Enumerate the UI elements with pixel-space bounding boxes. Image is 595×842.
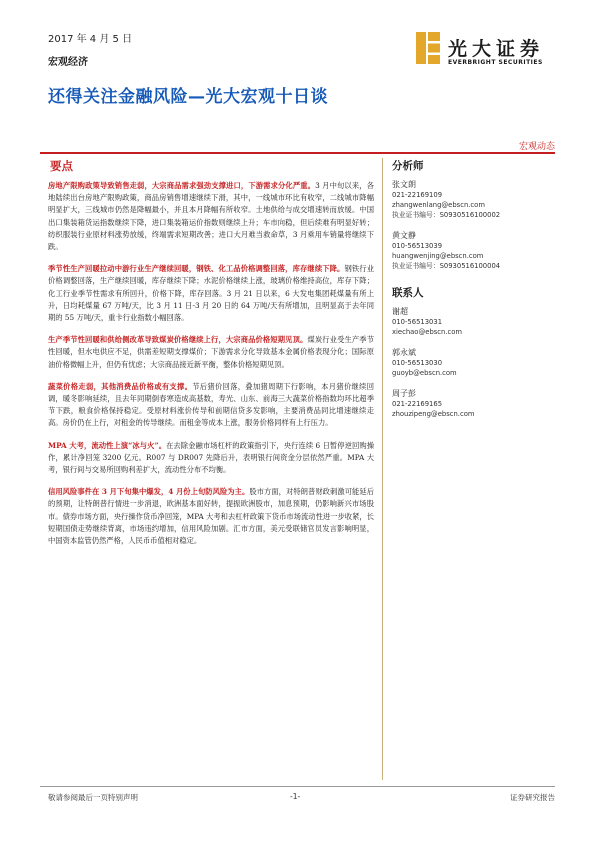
header-divider (40, 152, 555, 154)
key-point-paragraph (48, 180, 374, 253)
contact-email[interactable]: xiechao@ebscn.com (392, 328, 463, 336)
contact-name: 谢超 (392, 307, 408, 316)
key-points-column (48, 158, 374, 557)
key-points-heading: 要点 (50, 159, 73, 173)
key-point-body: 3 月中旬以来，各地陆续出台房地产限购政策，商品房销售增速继续下滑，其中，一线城市环比有收窄，二线城市降幅明显扩大，三线城市仍然是降幅最小，并且本月降幅有所收窄。土地供给与成交增速转而放缓。中国出口集装箱货运指数继续下降，进口集装箱运价指数则继续上升；车市向稳，但后续难有明显好转；纺织服装行业原材料涨势放缓，终端需求短期改善；进口大月难当救命草，3 月乘用车销量将继续下跌。 (48, 181, 374, 252)
analyst-heading: 分析师 (392, 160, 424, 172)
section-tag: 宏观经济 (48, 57, 88, 68)
footer-report-label: 证券研究报告 (510, 793, 555, 802)
contact-card (392, 347, 562, 378)
page-title: 还得关注金融风险—光大宏观十日谈 (48, 87, 328, 107)
report-type-label: 宏观动态 (518, 142, 555, 152)
key-point-body: 股市方面，对特朗普财政刺激可能延后的预期，让特朗普行情进一步消退，欧洲基本面好转，提振欧洲股市，加息预期，仍影响新兴市场股市。债券市场方面，央行操作货币净回笼，MPA 大考和去杠杆政策下货币市场流动性进一步收紧，长短期国债走势继续背离，市场违约增加，信用风险加剧。汇市方面，美元受联储官员发言影响明显，中国资本监管仍然严格，人民币币值相对稳定。 (48, 487, 374, 546)
analyst-name: 张文朗 (392, 180, 416, 189)
key-point-paragraph (48, 440, 374, 477)
sidebar (392, 158, 562, 429)
key-point-body: 煤炭行业受生产季节性回暖，但水电供应不足，供需差短期支撑煤价；下游需求分化导致基本金属价格表现分化；国际原油价格微幅上升，但仍有忧虑；大宗商品接近新平衡，整体价格短期见顶。 (48, 335, 375, 369)
contact-phone: 010-56513031 (392, 318, 443, 326)
key-point-body: 在去除金融市场杠杆的政策指引下，央行连续 6 日暂停逆回购操作，累计净回笼 3200 亿元。R007 与 DR007 先降后升，表明银行间资金分层依然严重。MPA 大考，银行间与交易所回购利差扩大，流动性分布不均衡。 (48, 440, 375, 475)
analyst-phone: 021-22169109 (392, 191, 443, 199)
key-point-paragraph (48, 381, 374, 430)
analyst-email[interactable]: huangwenjing@ebscn.com (392, 252, 484, 260)
contact-email[interactable]: zhouzipeng@ebscn.com (392, 410, 475, 418)
key-point-lead: 蔬菜价格走弱，其他消费品价格或有支撑。 (48, 381, 193, 391)
column-divider (382, 158, 383, 780)
company-logo (416, 32, 556, 72)
key-point-lead: 生产季节性回暖和供给侧改革导致煤炭价格继续上行，大宗商品价格短期见顶。 (48, 335, 308, 345)
key-point-lead: 房地产限购政策导致销售走弱，大宗商品需求强劲支撑进口，下游需求分化严重。 (48, 181, 316, 190)
page-number: -1- (290, 792, 301, 801)
contact-card (392, 388, 562, 419)
key-point-lead: 信用风险事件在 3 月下旬集中爆发，4 月份上旬防风险为主。 (48, 487, 250, 497)
contact-email[interactable]: guoyb@ebscn.com (392, 369, 457, 377)
footer-divider (40, 786, 555, 787)
analyst-card (392, 230, 562, 271)
analyst-license: 执业证书编号：S0930516100002 (392, 211, 501, 219)
logo-mark-icon (416, 32, 440, 64)
contact-name: 郭永斌 (392, 348, 416, 357)
key-point-lead: 季节性生产回暖拉动中游行业生产继续回暖，钢铁、化工品价格调整回落，库存继续下降。 (48, 264, 345, 274)
analyst-card (392, 179, 562, 220)
contact-name: 周子彭 (392, 389, 416, 398)
key-point-paragraph (48, 263, 374, 324)
analyst-phone: 010-56513039 (392, 242, 443, 250)
contact-heading: 联系人 (392, 287, 424, 299)
key-point-body: 钢铁行业价格调整回落，生产继续回暖，库存继续下降；水泥价格继续上涨，玻璃价格维持高位，库存下降；化工行业季节性需求有所回升，价格下降，库存回落。3 月 21 日以来，6 大发电集团耗煤量有所上升，日均耗煤量 67 万吨/天，比 3 月 11 日-3 月 20 日的 64 万吨/天有所增加，且明显高于去年同期的 55 万吨/天，重卡行业指数小幅回落。 (48, 264, 375, 323)
report-date: 2017 年 4 月 5 日 (48, 34, 133, 45)
contact-card (392, 306, 562, 337)
analyst-email[interactable]: zhangwenlang@ebscn.com (392, 201, 485, 209)
key-point-body: 节后猪价回落，叠加猪周期下行影响，本月猪价继续回调，暖冬影响延续，且去年同期倒春寒造成高基数，寿光、山东、前海三大蔬菜价格指数均环比超季节下跌，粮食价格保持稳定。受原材料涨价传导和前期信贷多发影响，主要消费品同比增速继续走高。房价仍在上行，对租金的传导继续。而租金等成本上涨，服务价格同样有上行压力。 (48, 381, 375, 428)
key-point-paragraph (48, 486, 374, 547)
footer-disclaimer-note: 敬请参阅最后一页特别声明 (48, 793, 138, 802)
contact-phone: 021-22169165 (392, 400, 443, 408)
key-point-lead: MPA 大考，流动性上演“冰与火”。 (48, 440, 167, 450)
contact-phone: 010-56513030 (392, 359, 443, 367)
logo-english-name: EVERBRIGHT SECURITIES (448, 59, 543, 66)
logo-chinese-name: 光大证券 (448, 38, 545, 60)
key-point-paragraph (48, 334, 374, 371)
analyst-license: 执业证书编号：S0930516100004 (392, 262, 501, 270)
analyst-name: 黄文静 (392, 231, 416, 240)
